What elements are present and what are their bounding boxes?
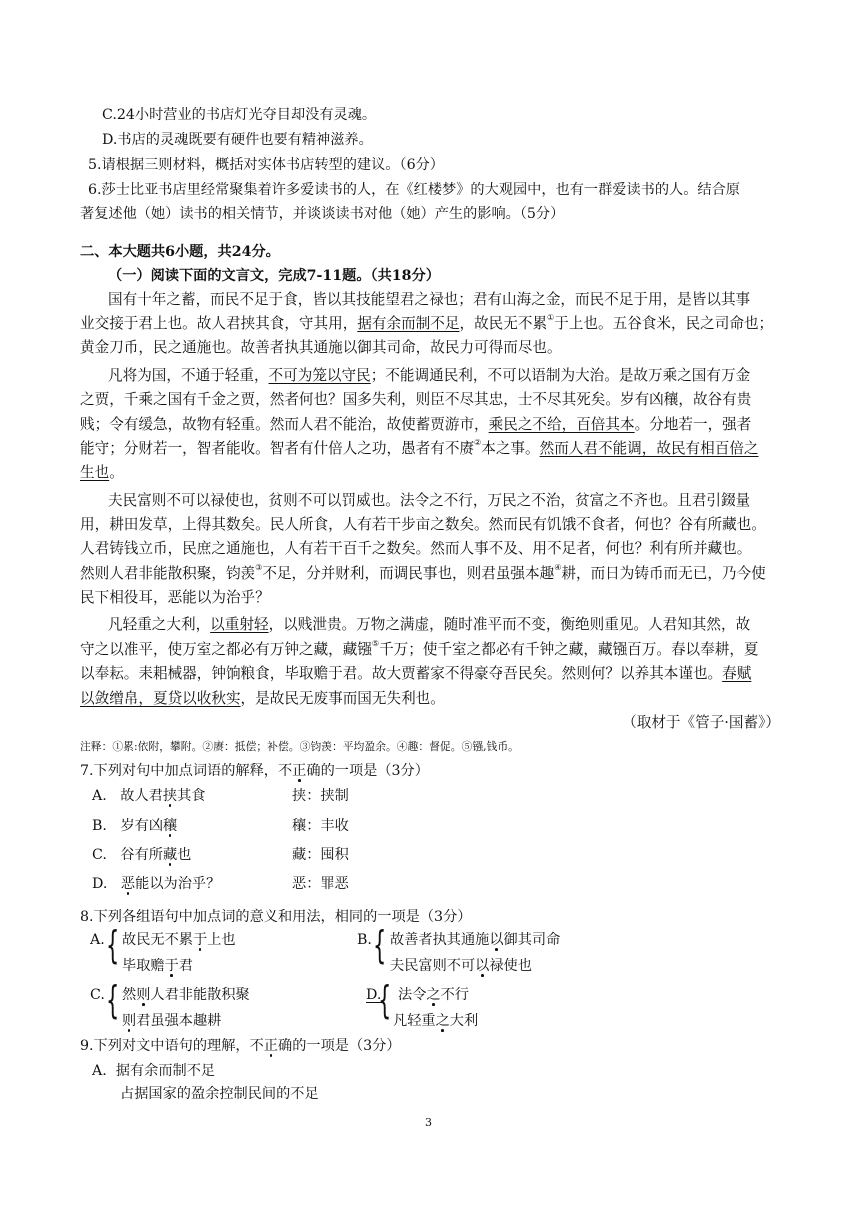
question-6-line1: 6.莎士比亚书店里经常聚集着许多爱读书的人，在《红楼梦》的大观园中，也有一群爱读书的人。结合原: [88, 182, 740, 198]
text-run: 能以为治乎？: [135, 876, 221, 892]
section-subtitle: （一）阅读下面的文言文，完成7-11题。（共18分）: [108, 268, 440, 284]
text-run: 守之以准平，使万室之都必有万钟之藏，藏镪: [80, 641, 372, 658]
question-5: 5.请根据三则材料，概括对实体书店转型的建议。（6分）: [88, 157, 444, 173]
q8-option-a-label: A.: [90, 932, 105, 948]
q7-option: [92, 816, 177, 836]
text-run: 以奉耘。耒耜械器，钟饷粮食，毕取赡于君。故大贾蓄家不得豪夺吾民矣。然则何？以养其本谨也。: [80, 665, 723, 682]
q8-a-line2: [122, 956, 193, 976]
text-run: 然则人君非能散积聚，钧羡: [80, 565, 256, 582]
q7-option: [92, 845, 191, 865]
text-run: 本之事。: [481, 440, 540, 457]
text-run: 7.下列对句中加点词语的解释，: [80, 763, 278, 779]
dotted-word: 之: [435, 1013, 450, 1029]
text-run: 的一项是（3分）: [292, 1038, 401, 1054]
page-number: 3: [425, 1116, 432, 1129]
spacer: [107, 847, 121, 863]
passage-line: [80, 640, 759, 660]
text-run: 其食: [177, 788, 206, 804]
q8-b-line2: [390, 956, 532, 976]
dotted-word: 于: [192, 932, 208, 948]
q9-option-a: [92, 1061, 215, 1081]
passage-line: 人君铸钱立币，民庶之通施也，人有若干百千之数矣。然而人事不及、用不足者，何也？利有所并藏也。: [80, 540, 752, 557]
text-run: 禄使也: [489, 958, 532, 974]
passage-line: [80, 415, 751, 435]
passage-line: 之贾，千乘之国有千金之贾，然者何也？国多失利，则臣不尽其忠，士不尽其死矣。岁有凶穰，故谷有贵: [80, 391, 752, 408]
q7-option-gloss: 恶：罪恶: [292, 876, 349, 892]
text-run: 耕，而日为铸币而无已，乃今使: [561, 565, 766, 582]
text-run: 千万；使千室之都必有千钟之藏，藏镪百万。春以奉耕，夏: [379, 641, 759, 658]
question-6-line2: 著复述他（她）读书的相关情节，并谈谈读书对他（她）产生的影响。（5分）: [80, 206, 565, 222]
spacer: [107, 876, 121, 892]
text-run: 不足，分并财利，而调民事也，则君虽强本趣: [262, 565, 555, 582]
question-8-stem: 8.下列各组语句中加点词的意义和用法，相同的一项是（3分）: [80, 909, 472, 925]
underlined-phrase: 据有余而制不足: [357, 315, 460, 332]
passage-line: [108, 366, 750, 386]
underlined-phrase: 不可为笼以守民: [268, 367, 371, 384]
text-run: 不行: [440, 987, 469, 1003]
q8-d-line1: [398, 985, 469, 1005]
dotted-word: 于: [164, 958, 179, 974]
emphasis-not-correct: [278, 763, 321, 779]
text-run: ；不能调通民利，不可以语制为大治。是故万乘之国有万金: [370, 367, 751, 384]
text-run: 的一项是（3分）: [320, 763, 429, 779]
text-run: 上也: [207, 932, 236, 948]
passage-line: 黄金刀币，民之通施也。故善者执其通施以御其司命，故民力可得而尽也。: [80, 339, 562, 356]
option-letter: A.: [92, 1063, 107, 1079]
dotted-word: 则: [122, 1013, 137, 1029]
dotted-word: 挟: [162, 788, 178, 804]
q8-option-c-label: C.: [90, 987, 105, 1003]
q8-d-line2: [393, 1011, 478, 1031]
text-run: 岁有凶: [120, 818, 164, 834]
dotted-word: 恶: [120, 876, 136, 892]
note-ref: ⑤: [371, 639, 380, 648]
passage-line: 民下相役耳，恶能以为治乎？: [80, 589, 270, 606]
underlined-phrase: 春赋: [722, 665, 752, 682]
dotted-text: 不正确: [277, 763, 321, 779]
passage-line: [80, 314, 773, 334]
text-run: 。分地若一，强者: [634, 416, 752, 433]
passage-line: [108, 615, 750, 635]
dotted-word: 以: [475, 958, 490, 974]
underlined-phrase: 以敛缯帛，夏贷以收秋实: [80, 690, 241, 707]
text-run: 于上也。五谷食米，民之司命也；: [554, 315, 774, 332]
underlined-phrase: 生也: [80, 464, 110, 481]
underlined-phrase: 以重射轻: [210, 616, 269, 633]
note-ref: ④: [554, 563, 562, 572]
text-run: 法令: [398, 987, 427, 1003]
text-run: 。: [109, 464, 124, 481]
text-run: 君虽强本趣耕: [136, 1013, 222, 1029]
option-text: 据有余而制不足: [115, 1063, 216, 1079]
text-run: ，故民无不累: [459, 315, 548, 332]
text-run: 凡轻重: [393, 1013, 436, 1029]
dotted-word: 之: [426, 987, 441, 1003]
passage-line: 国有十年之蓄，而民不足于食，皆以其技能望君之禄也；君有山海之金，而民不足于用，是皆以其事: [108, 291, 751, 308]
text-run: 御其司命: [503, 932, 561, 948]
q8-b-line1: [390, 930, 560, 950]
text-run: ，是故民无废事而国无失利也。: [240, 690, 445, 707]
q7-option-gloss: 藏：囤积: [292, 847, 349, 863]
text-run: 故民无不累: [122, 932, 193, 948]
text-run: 谷有所: [120, 847, 163, 863]
text-run: 能守；分财若一，智者能收。智者有什倍人之功，愚者有不赓: [80, 440, 475, 457]
text-run: 业交接于君上也。故人君挟其食，守其用，: [80, 315, 358, 332]
q8-a-line1: [122, 930, 236, 950]
dotted-word: 穰: [163, 818, 178, 834]
text-run: 9.下列对文中语句的理解，: [80, 1038, 250, 1054]
annotation-notes: 注释：①累:依附，攀附。②赓：抵偿；补偿。③钧羡：平均盈余。④趣：督促。⑤镪,钱币。: [80, 740, 519, 753]
q9-option-a-explanation: 占据国家的盈余控制民间的不足: [120, 1086, 319, 1102]
passage-line: [80, 564, 766, 584]
text-run: ，以贱泄贵。万物之满虚，随时准平而不变，衡绝则重见。人君知其然，故: [268, 616, 751, 633]
text-run: 然: [122, 987, 137, 1003]
note-ref: ③: [255, 563, 263, 572]
q7-option-gloss: 穰：丰收: [292, 818, 349, 834]
text-run: 故人君: [120, 788, 163, 804]
q8-c-line1: [122, 985, 250, 1005]
option-letter: B.: [92, 818, 107, 834]
text-run: 凡轻重之大利，: [108, 616, 211, 633]
left-brace-icon: {: [106, 923, 120, 967]
passage-line: 夫民富则不可以禄使也，贫则不可以罚威也。法令之不行，万民之不治，贫富之不齐也。且君引錣量: [108, 492, 751, 509]
q8-option-b-label: B.: [357, 932, 372, 948]
option-letter: C.: [92, 847, 107, 863]
text-run: 人君非能散积聚: [150, 987, 250, 1003]
q7-option-gloss: 挟：挟制: [292, 788, 349, 804]
left-brace-icon: {: [373, 923, 387, 967]
q7-option: [92, 874, 220, 894]
text-run: 也: [177, 847, 192, 863]
q8-c-line2: [122, 1011, 221, 1031]
text-run: 毕取赡: [122, 958, 165, 974]
option-letter: D.: [92, 876, 108, 892]
underlined-phrase: 乘民之不给，百倍其本: [488, 416, 635, 433]
spacer: [107, 818, 121, 834]
text-run: 凡将为国，不通于轻重，: [108, 367, 269, 384]
section-title: 二、本大题共6小题，共24分。: [80, 244, 280, 260]
question-9-stem: [80, 1036, 401, 1056]
note-ref: ①: [547, 313, 555, 322]
underlined-phrase: 然而人君不能调，故民有相百倍之: [539, 440, 759, 457]
passage-line: [80, 664, 751, 684]
passage-line: [80, 439, 759, 459]
text-run: D.: [366, 987, 382, 1003]
option-letter: A.: [92, 788, 107, 804]
passage-line: [80, 463, 124, 483]
prev-option-d: D.书店的灵魂既要有硬件也要有精神滋养。: [102, 132, 373, 148]
text-run: 贱；令有缓急，故物有轻重。然而人君不能治，故使蓄贾游市，: [80, 416, 489, 433]
question-7-stem: [80, 761, 429, 781]
left-brace-icon: {: [378, 978, 392, 1022]
text-run: 故善者执其通施: [390, 932, 490, 948]
text-run: 夫民富则不可: [390, 958, 476, 974]
passage-line: 用，耕田发草，上得其数矣。民人所食，人有若干步亩之数矣。然而民有饥饿不食者，何也？谷有所藏也。: [80, 516, 766, 533]
prev-option-c: C.24小时营业的书店灯光夺目却没有灵魂。: [102, 107, 377, 123]
q7-option: [92, 786, 205, 806]
dotted-word: 藏: [162, 847, 178, 863]
dotted-word: 以: [489, 932, 504, 948]
left-brace-icon: {: [106, 978, 120, 1022]
text-run: 君: [178, 958, 193, 974]
dotted-word: 则: [136, 987, 151, 1003]
passage-source: （取材于《管子·国蓄》）: [622, 714, 780, 731]
spacer: [107, 788, 121, 804]
passage-line: [80, 689, 445, 709]
text-run: 大利: [449, 1013, 479, 1029]
dotted-text: 不正确: [249, 1038, 293, 1054]
note-ref: ②: [474, 438, 482, 447]
